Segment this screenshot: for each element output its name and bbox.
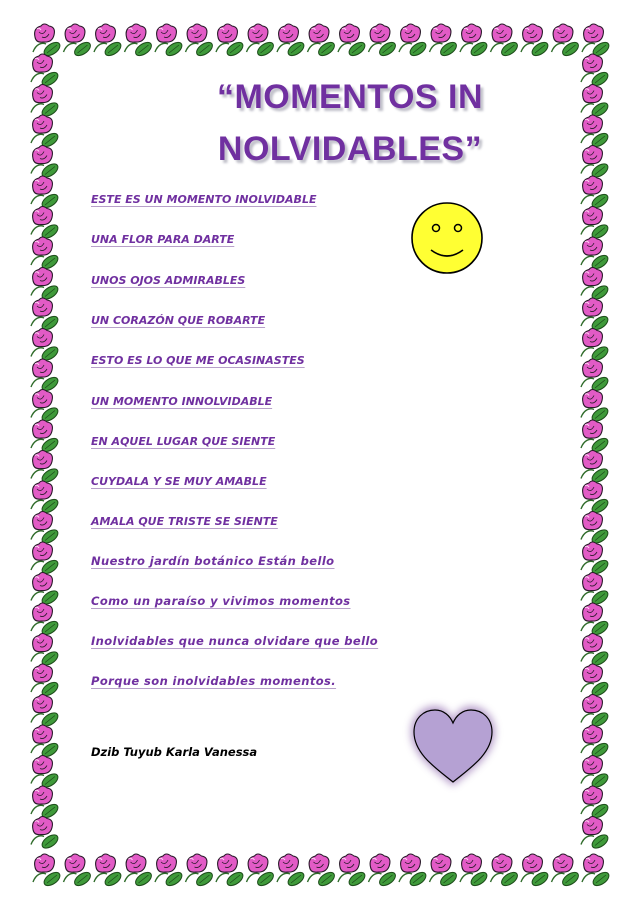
flower-icon [31, 329, 60, 363]
flower-icon [582, 24, 611, 58]
flower-icon [581, 664, 610, 698]
flower-icon [64, 24, 93, 58]
flower-icon [31, 634, 60, 668]
flower-icon [430, 854, 459, 888]
flower-icon [582, 854, 611, 888]
flower-icon [216, 854, 245, 888]
flower-icon [581, 542, 610, 576]
flower-icon [31, 115, 60, 149]
flower-icon [552, 24, 581, 58]
flower-icon [277, 24, 306, 58]
flower-icon [581, 298, 610, 332]
flower-icon [125, 24, 154, 58]
flower-icon [155, 854, 184, 888]
flower-icon [581, 329, 610, 363]
flower-icon [581, 817, 610, 851]
flower-icon [31, 756, 60, 790]
poem-line: Nuestro jardín botánico Están bello [91, 554, 335, 568]
flower-icon [33, 24, 62, 58]
flower-icon [186, 854, 215, 888]
flower-icon [581, 695, 610, 729]
page-title-line-1: “MOMENTOS IN [216, 78, 484, 116]
flower-icon [581, 115, 610, 149]
flower-icon [581, 573, 610, 607]
flower-icon [31, 359, 60, 393]
author-signature: Dzib Tuyub Karla Vanessa [91, 745, 258, 759]
flower-icon [581, 725, 610, 759]
flower-icon [64, 854, 93, 888]
flower-icon [581, 390, 610, 424]
flower-icon [581, 359, 610, 393]
flower-icon [31, 268, 60, 302]
flower-icon [581, 756, 610, 790]
flower-icon [31, 603, 60, 637]
flower-icon [399, 854, 428, 888]
flower-icon [521, 854, 550, 888]
flower-icon [31, 237, 60, 271]
flower-icon [581, 451, 610, 485]
flower-icon [369, 24, 398, 58]
flower-icon [33, 854, 62, 888]
flower-icon [338, 24, 367, 58]
flower-icon [581, 634, 610, 668]
heart-icon [397, 694, 509, 798]
flower-icon [552, 854, 581, 888]
flower-icon [581, 85, 610, 119]
poem-line: Como un paraíso y vivimos momentos [91, 594, 351, 608]
flower-icon [31, 481, 60, 515]
flower-icon [521, 24, 550, 58]
poem-line: UN MOMENTO INNOLVIDABLE [91, 395, 273, 408]
flower-icon [94, 854, 123, 888]
flower-icon [31, 146, 60, 180]
flower-icon [581, 512, 610, 546]
flower-icon [31, 664, 60, 698]
flower-icon [31, 542, 60, 576]
flower-icon [31, 451, 60, 485]
flower-icon [31, 725, 60, 759]
page-title-line-2: NOLVIDABLES” [217, 130, 483, 168]
flower-icon [581, 54, 610, 88]
flower-icon [430, 24, 459, 58]
flower-icon [31, 420, 60, 454]
flower-icon [155, 24, 184, 58]
flower-icon [31, 207, 60, 241]
flower-icon [581, 237, 610, 271]
flower-icon [581, 146, 610, 180]
flower-icon [277, 854, 306, 888]
flower-icon [31, 817, 60, 851]
flower-icon [581, 176, 610, 210]
smiley-face-icon [409, 200, 485, 276]
flower-icon [125, 854, 154, 888]
flower-icon [581, 268, 610, 302]
flower-icon [31, 786, 60, 820]
flower-icon [369, 854, 398, 888]
flower-icon [491, 854, 520, 888]
flower-icon [216, 24, 245, 58]
flower-icon [399, 24, 428, 58]
poem-line: AMALA QUE TRISTE SE SIENTE [91, 515, 278, 528]
flower-icon [460, 854, 489, 888]
flower-icon [581, 786, 610, 820]
poem-line: ESTE ES UN MOMENTO INOLVIDABLE [91, 193, 317, 206]
flower-icon [460, 24, 489, 58]
flower-icon [581, 481, 610, 515]
poem-line: Inolvidables que nunca olvidare que bello [91, 634, 379, 648]
flower-icon [581, 603, 610, 637]
flower-icon [31, 54, 60, 88]
poem-line: UNA FLOR PARA DARTE [91, 233, 235, 246]
flower-icon [94, 24, 123, 58]
poem-line: EN AQUEL LUGAR QUE SIENTE [91, 435, 276, 448]
flower-icon [581, 420, 610, 454]
flower-icon [31, 573, 60, 607]
flower-icon [31, 390, 60, 424]
flower-icon [186, 24, 215, 58]
poem-line: ESTO ES LO QUE ME OCASINASTES [91, 354, 305, 367]
flower-icon [491, 24, 520, 58]
flower-icon [31, 298, 60, 332]
poem-line: CUYDALA Y SE MUY AMABLE [91, 475, 267, 488]
poem-line: UNOS OJOS ADMIRABLES [91, 274, 246, 287]
flower-icon [247, 854, 276, 888]
flower-icon [338, 854, 367, 888]
flower-icon [31, 176, 60, 210]
flower-icon [31, 512, 60, 546]
flower-icon [308, 854, 337, 888]
poem-line: UN CORAZÓN QUE ROBARTE [91, 314, 266, 327]
poem-line: Porque son inolvidables momentos. [91, 674, 337, 688]
flower-icon [31, 695, 60, 729]
flower-icon [581, 207, 610, 241]
flower-icon [31, 85, 60, 119]
flower-icon [247, 24, 276, 58]
flower-icon [308, 24, 337, 58]
